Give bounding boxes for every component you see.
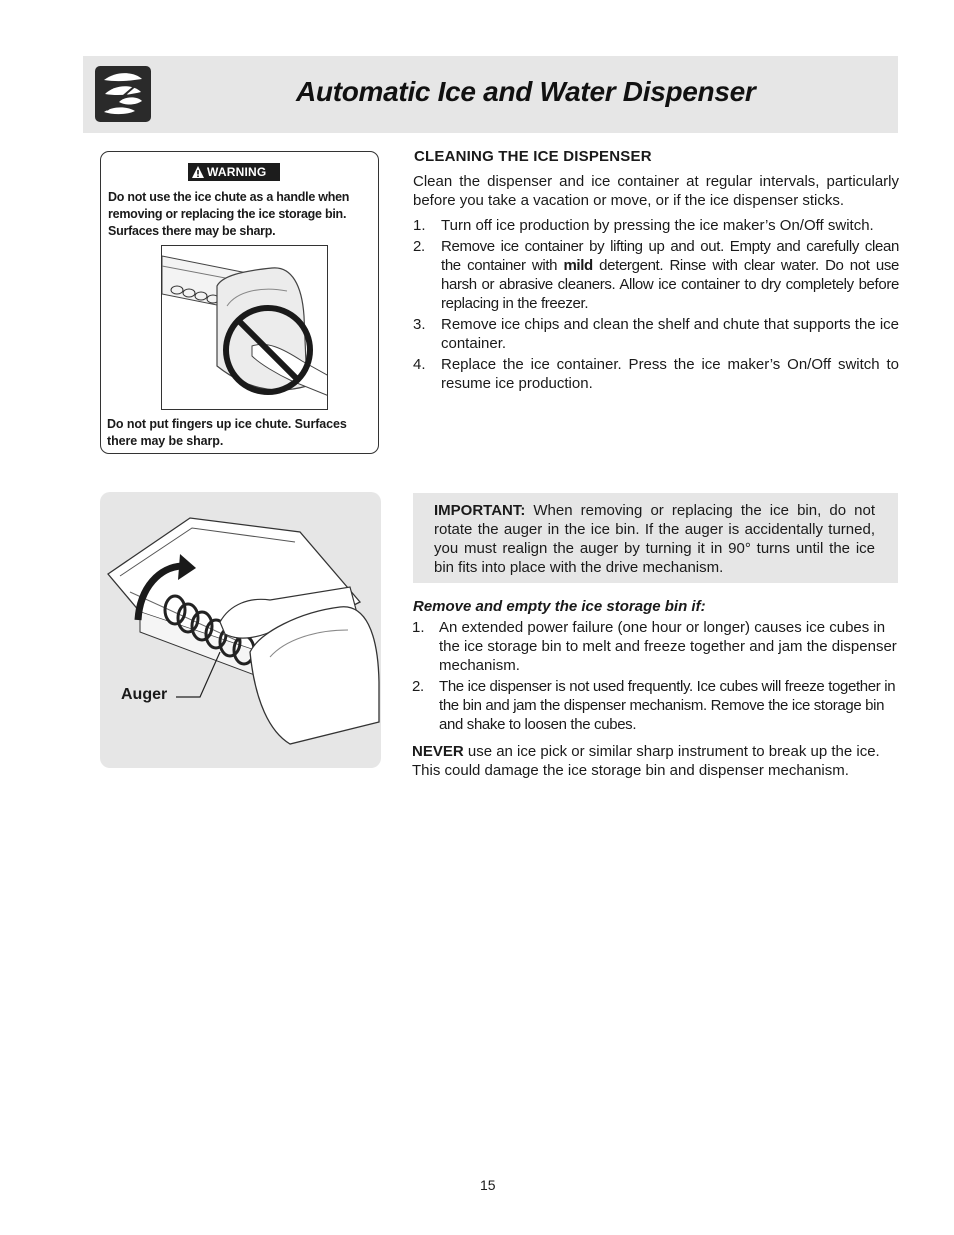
list-item bbox=[412, 618, 898, 675]
step-number: 2. bbox=[413, 238, 425, 255]
cleaning-intro: Clean the dispenser and ice container at regular intervals, particularly before you take a vacation or move, or if the ice dispenser sticks. bbox=[413, 173, 899, 209]
step-number: 1. bbox=[413, 217, 426, 234]
auger-figure bbox=[100, 492, 381, 768]
subsection-heading: Remove and empty the ice storage bin if: bbox=[413, 598, 706, 615]
cleaning-steps bbox=[413, 216, 899, 395]
auger-label: Auger bbox=[121, 686, 168, 703]
step-number: 1. bbox=[412, 619, 425, 636]
section-heading: CLEANING THE ICE DISPENSER bbox=[414, 148, 652, 165]
warning-text-top: Do not use the ice chute as a handle when removing or replacing the ice storage bin. Surfaces there may be sharp. bbox=[108, 190, 350, 238]
never-text: use an ice pick or similar sharp instrument to break up the ice. This could damage the ice storage bin and dispenser mechanism. bbox=[412, 743, 880, 779]
important-label: IMPORTANT: bbox=[434, 502, 526, 519]
list-item bbox=[413, 237, 899, 313]
step-text: Remove ice chips and clean the shelf and chute that supports the ice container. bbox=[441, 316, 899, 352]
page-number: 15 bbox=[480, 1177, 496, 1193]
step-bold-text: mild bbox=[563, 257, 593, 274]
important-note bbox=[434, 501, 875, 577]
step-number: 4. bbox=[413, 356, 426, 373]
warning-triangle-icon bbox=[191, 165, 205, 179]
important-text: When removing or replacing the ice bin, do not rotate the auger in the ice bin. If the auger is accidentally turned, you must realign the auger by turning it in 90° turns until the ice bin fits into place with the drive mechanism. bbox=[434, 502, 875, 576]
list-item bbox=[413, 315, 899, 353]
list-item bbox=[412, 677, 898, 734]
step-number: 3. bbox=[413, 316, 426, 333]
never-note bbox=[412, 742, 898, 780]
step-text: detergent. Rinse with clear water. Do not use harsh or abrasive cleaners. Allow ice container to dry completely before replacing in the freezer. bbox=[441, 257, 900, 312]
ice-chute-figure bbox=[161, 245, 328, 410]
list-item bbox=[413, 216, 899, 235]
never-label: NEVER bbox=[412, 743, 464, 760]
step-text: Turn off ice production by pressing the ice maker’s On/Off switch. bbox=[441, 217, 874, 234]
step-text: Remove ice container by lifting up and out. Empty and carefully clean the container with bbox=[441, 238, 899, 274]
list-item bbox=[413, 355, 899, 393]
warning-label: WARNING bbox=[207, 165, 267, 179]
warning-text-bottom: Do not put fingers up ice chute. Surfaces there may be sharp. bbox=[107, 417, 347, 448]
warning-badge bbox=[188, 163, 280, 181]
remove-steps bbox=[412, 618, 898, 736]
leaves-logo-icon bbox=[95, 66, 151, 122]
step-number: 2. bbox=[412, 678, 424, 695]
step-text: Replace the ice container. Press the ice maker’s On/Off switch to resume ice production. bbox=[441, 356, 899, 392]
step-text: The ice dispenser is not used frequently. Ice cubes will freeze together in the bin and jam the dispenser mechanism. Remove the ice storage bin and shake to loosen the cubes. bbox=[439, 678, 896, 733]
page-title: Automatic Ice and Water Dispenser bbox=[296, 76, 756, 107]
step-text: An extended power failure (one hour or longer) causes ice cubes in the ice storage bin to melt and freeze together and jam the dispenser mechanism. bbox=[439, 619, 897, 674]
